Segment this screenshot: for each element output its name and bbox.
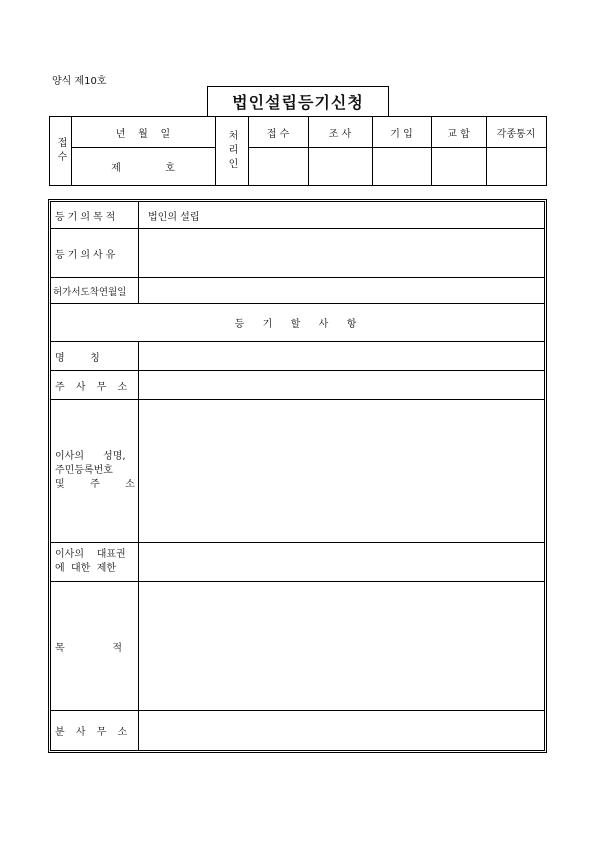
table-row [51, 342, 544, 371]
form-title: 법인설립등기신청 [207, 86, 389, 116]
col-notices: 각종통지 [496, 128, 536, 140]
purpose-label: 등기의목적 [51, 202, 139, 228]
directors-label-line: 이사의 성명, [55, 451, 126, 462]
processor-label: 처리인 [226, 130, 237, 172]
table-row [51, 582, 544, 711]
main-office-label: 주 사 무 소 [51, 371, 139, 399]
table-row [51, 711, 544, 750]
representation-limit-label [51, 543, 139, 581]
table-row [51, 202, 544, 229]
receipt-label: 접수 [55, 137, 66, 165]
reason-label: 등기의사유 [51, 229, 139, 277]
col-verify: 교 합 [447, 128, 470, 140]
name-label: 명 칭 [51, 342, 139, 370]
receipt-box [49, 116, 547, 186]
directors-label [51, 400, 139, 542]
table-row [51, 543, 544, 582]
table-row [51, 400, 544, 543]
table-row [51, 371, 544, 400]
receipt-date: 년 월 일 [115, 128, 171, 140]
objective-label: 목 적 [51, 582, 139, 710]
table-row [51, 229, 544, 278]
directors-label-line: 주민등록번호 [55, 465, 113, 476]
col-receipt: 접 수 [266, 128, 290, 140]
col-investigation: 조 사 [328, 128, 352, 140]
section-heading [51, 304, 544, 342]
registration-table [48, 199, 547, 753]
branch-office-label: 분 사 무 소 [51, 711, 139, 750]
table-row [51, 278, 544, 304]
form-number: 양식 제10호 [52, 76, 107, 87]
purpose-value: 법인의 설립 [148, 211, 200, 223]
representation-label-line: 에 대한 제한 [55, 563, 117, 574]
representation-label-line: 이사의 대표권 [55, 549, 126, 560]
registration-items-heading: 등 기 할 사 항 [234, 319, 361, 330]
receipt-number: 제 호 [111, 162, 175, 174]
permit-date-label: 허가서도착연월일 [51, 278, 139, 303]
col-entry: 기 입 [390, 128, 413, 140]
directors-label-line: 및 주 소 [55, 479, 135, 490]
